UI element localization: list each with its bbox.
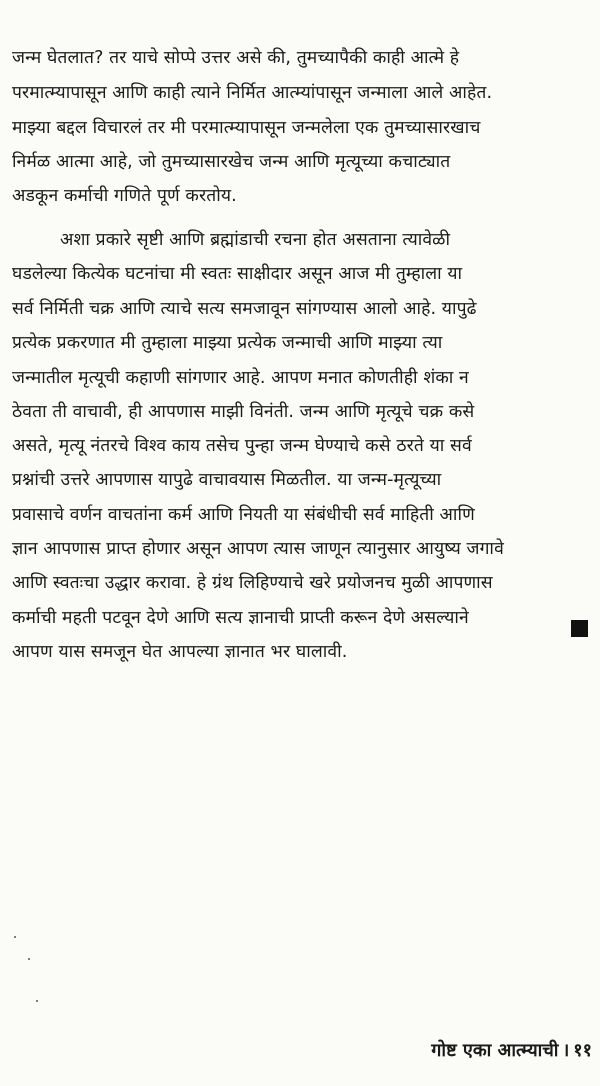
text-line-9: प्रत्येक प्रकरणात मी तुम्हाला माझ्या प्रत्येक जन्माची आणि माझ्या त्या	[12, 333, 443, 353]
end-of-section-mark	[571, 620, 588, 637]
text-line-14: प्रवासाचे वर्णन वाचतांना कर्म आणि नियती या संबंधीची सर्व माहिती आणि	[12, 505, 475, 525]
text-line-8: सर्व निर्मिती चक्र आणि त्याचे सत्य समजावून सांगण्यास आलो आहे. यापुढे	[12, 299, 477, 319]
text-line-3: माझ्या बद्दल विचारलं तर मी परमात्म्यापासून जन्मलेला एक तुमच्यासारखाच	[12, 118, 481, 138]
print-speck	[14, 936, 16, 938]
print-speck	[28, 958, 30, 960]
text-line-17: कर्माची महती पटवून देणे आणि सत्य ज्ञानाची प्राप्ती करून देणे असल्याने	[12, 608, 469, 628]
text-line-12: असते, मृत्यू नंतरचे विश्व काय तसेच पुन्हा जन्म घेण्याचे कसे ठरते या सर्व	[12, 436, 472, 456]
text-line-13: प्रश्नांची उत्तरे आपणास यापुढे वाचावयास मिळतील. या जन्म-मृत्यूच्या	[12, 470, 442, 490]
page-number: ११	[573, 1040, 592, 1061]
text-line-18: आपण यास समजून घेत आपल्या ज्ञानात भर घालावी.	[12, 642, 348, 662]
text-line-10: जन्मातील मृत्यूची कहाणी सांगणार आहे. आपण मनात कोणतीही शंका न	[12, 368, 469, 388]
running-footer	[431, 1036, 592, 1066]
text-line-7: घडलेल्या कित्येक घटनांचा मी स्वतः साक्षीदार असून आज मी तुम्हाला या	[12, 264, 463, 284]
text-line-16: आणि स्वतःचा उद्धार करावा. हे ग्रंथ लिहिण्याचे खरे प्रयोजनच मुळी आपणास	[12, 573, 493, 593]
text-line-15: ज्ञान आपणास प्राप्त होणार असून आपण त्यास जाणून त्यानुसार आयुष्य जगावे	[12, 539, 504, 559]
footer-book-title: गोष्ट एका आत्म्याची	[431, 1040, 559, 1061]
text-line-5: अडकून कर्माची गणिते पूर्ण करतोय.	[12, 186, 237, 206]
text-line-11: ठेवता ती वाचावी, ही आपणास माझी विनंती. जन्म आणि मृत्यूचे चक्र कसे	[12, 402, 475, 422]
text-line-2: परमात्म्यापासून आणि काही त्याने निर्मित आत्म्यांपासून जन्माला आले आहेत.	[12, 83, 493, 103]
text-line-6: अशा प्रकारे सृष्टी आणि ब्रह्मांडाची रचना होत असताना त्यावेळी	[60, 230, 451, 250]
footer-separator: ।	[562, 1040, 570, 1061]
print-speck	[36, 1000, 38, 1002]
text-line-1: जन्म घेतलात? तर याचे सोप्पे उत्तर असे की, तुमच्यापैकी काही आत्मे हे	[12, 48, 460, 68]
text-line-4: निर्मळ आत्मा आहे, जो तुमच्यासारखेच जन्म आणि मृत्यूच्या कचाट्यात	[12, 152, 451, 172]
